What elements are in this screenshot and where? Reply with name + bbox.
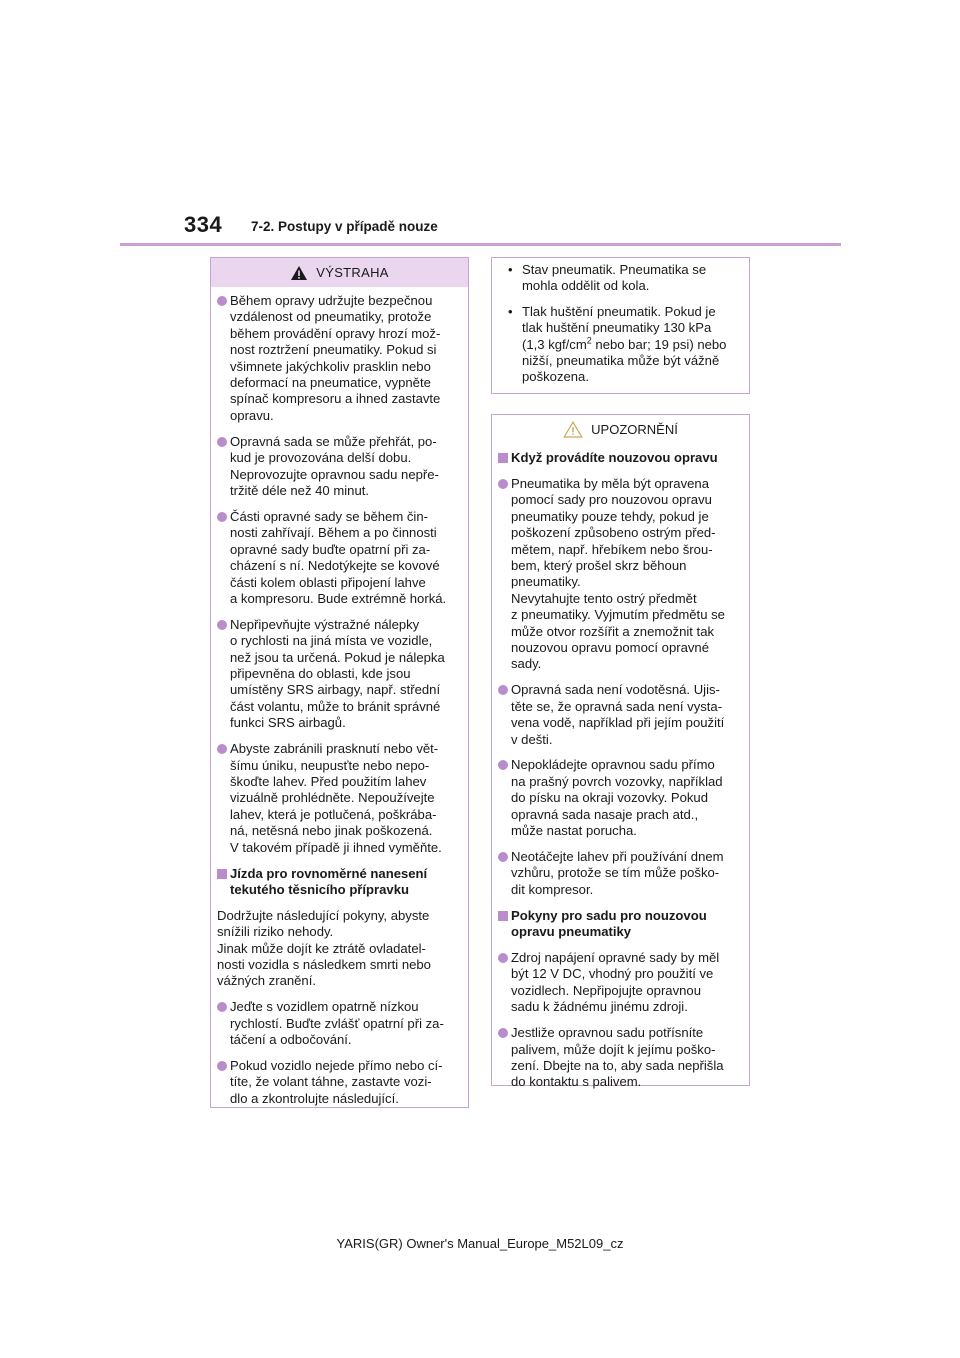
warning-header: [211, 258, 468, 287]
bullet-item: [217, 1058, 463, 1107]
square-bullet-icon: [217, 869, 227, 879]
subheading: [498, 450, 744, 466]
round-bullet-icon: [498, 1028, 508, 1038]
bullet-item: [217, 617, 463, 732]
caution-triangle-icon: [563, 421, 583, 438]
bullet-text: Nepřipevňujte výstražné nálepky o rychlosti na jiná místa ve vozidle, než jsou ta určená. Pokud je nálepka připevněna do oblasti, kde jsou umístěny SRS airbagy, např. střední část volantu, může to bránit správné funkci SRS airbagů.: [230, 616, 445, 731]
notice-title: UPOZORNĚNÍ: [591, 422, 678, 437]
round-bullet-icon: [217, 296, 227, 306]
bullet-item: [498, 476, 744, 673]
list-item-text: [522, 304, 726, 386]
bullet-text: Opravná sada není vodotěsná. Ujis- těte se, že opravná sada není vysta- vena vodě, například při jejím použití v dešti.: [511, 682, 725, 747]
bullet-text: Opravná sada se může přehřát, po- kud je provozována delší dobu. Neprovozujte opravnou sadu nepře- tržitě déle než 40 minut.: [230, 433, 439, 498]
round-bullet-icon: [217, 1061, 227, 1071]
notice-box: [491, 414, 750, 1090]
list-item: [498, 262, 744, 295]
round-bullet-icon: [217, 620, 227, 630]
square-bullet-icon: [498, 911, 508, 921]
subheading-text: Když provádíte nouzovou opravu: [511, 450, 718, 465]
bullet-item: [498, 1025, 744, 1091]
round-bullet-icon: [217, 437, 227, 447]
pressure-text-after: nebo bar; 19 psi) nebo nižší, pneumatika může být vážně poškozena.: [522, 336, 727, 385]
footer-text: YARIS(GR) Owner's Manual_Europe_M52L09_cz: [336, 1236, 624, 1251]
bullet-item: [498, 950, 744, 1016]
subheading-text: Jízda pro rovnoměrné nanesení tekutého těsnicího přípravku: [230, 865, 428, 897]
square-bullet-icon: [498, 453, 508, 463]
paragraph: Dodržujte následující pokyny, abyste snížili riziko nehody. Jinak může dojít ke ztrátě ovladatel- nosti vozidla s následkem smrti nebo vážných zranění.: [217, 907, 431, 989]
warning-continuation-box: [491, 257, 750, 394]
bullet-text: Během opravy udržujte bezpečnou vzdálenost od pneumatiky, protože během provádění opravy hrozí mož- nost roztržení pneumatiky. Pokud si všimnete jakýchkoliv prasklin nebo deformací na pneumatice, vypněte spínač kompresoru a ihned zastavte opravu.: [230, 293, 441, 423]
notice-content: [492, 444, 749, 1091]
list-item: [498, 304, 744, 386]
bullet-item: [217, 999, 463, 1048]
header-rule: [120, 243, 841, 246]
continuation-content: [492, 258, 749, 386]
round-bullet-icon: [217, 1002, 227, 1012]
bullet-text: Jeďte s vozidlem opatrně nízkou rychlostí. Buďte zvlášť opatrní při za- táčení a odbočování.: [230, 999, 444, 1048]
pressure-text-before: Tlak huštění pneumatik. Pokud je tlak huštění pneumatiky 130 kPa (1,3 kgf/cm: [522, 303, 716, 352]
warning-content: [211, 287, 468, 1107]
notice-header: [492, 415, 749, 444]
round-bullet-icon: [498, 852, 508, 862]
bullet-item: [217, 293, 463, 424]
subheading: [217, 866, 463, 899]
list-dot: •: [508, 303, 513, 319]
bullet-text: Zdroj napájení opravné sady by měl být 12 V DC, vhodný pro použití ve vozidlech. Nepřipojujte opravnou sadu k žádnému jinému zdroji.: [511, 949, 720, 1015]
section-title: 7-2. Postupy v případě nouze: [251, 219, 438, 234]
round-bullet-icon: [217, 512, 227, 522]
bullet-text: Nepokládejte opravnou sadu přímo na prašný povrch vozovky, například do písku na okraji vozovky. Pokud opravná sada nasaje prach atd., může nastat porucha.: [511, 757, 723, 839]
subheading: [498, 908, 744, 941]
bullet-item: [498, 849, 744, 898]
list-dot: •: [508, 262, 513, 277]
page-number: 334: [184, 212, 223, 237]
bullet-text: Neotáčejte lahev při používání dnem vzhůru, protože se tím může poško- dit kompresor.: [511, 848, 724, 897]
bullet-item: [498, 757, 744, 839]
round-bullet-icon: [498, 479, 508, 489]
warning-triangle-icon: [290, 265, 308, 281]
round-bullet-icon: [498, 760, 508, 770]
bullet-text: Abyste zabránili prasknutí nebo vět- šímu úniku, neupusťte nebo nepo- škoďte lahev. Před použitím lahev vizuálně prohlédněte. Nepoužívejte lahev, která je potlučená, poškrába- ná, netěsná nebo jinak poškozená. V takovém případě ji ihned vyměňte.: [230, 741, 442, 855]
bullet-text: Pokud vozidlo nejede přímo nebo cí- títe, že volant táhne, zastavte vozi- dlo a zkontrolujte následující.: [230, 1058, 443, 1106]
round-bullet-icon: [498, 685, 508, 695]
page-footer: [0, 1236, 960, 1251]
round-bullet-icon: [498, 953, 508, 963]
bullet-item: [498, 682, 744, 748]
round-bullet-icon: [217, 744, 227, 754]
bullet-item: [217, 434, 463, 500]
list-item-text: Stav pneumatik. Pneumatika se mohla oddělit od kola.: [522, 262, 707, 294]
bullet-text: Pneumatika by měla být opravena pomocí sady pro nouzovou opravu pneumatiky pouze tehdy, pokud je poškození způsobeno ostrým před- mětem, např. hřebíkem nebo šrou- bem, který prošel skrz běhoun pneumatiky. Nevytahujte tento ostrý předmět z pneumatiky. Vyjmutím předmětu se může otvor rozšířit a znemožnit tak nouzovou opravu pomocí opravné sady.: [511, 475, 725, 672]
warning-box: [210, 257, 469, 1108]
bullet-text: Jestliže opravnou sadu potřísníte palivem, může dojít k jejímu poško- zení. Dbejte na to, aby sada nepřišla do kontaktu s palivem.: [511, 1025, 724, 1090]
bullet-item: [217, 741, 463, 856]
unit-superscript: 2: [586, 335, 592, 346]
subheading-text: Pokyny pro sadu pro nouzovou opravu pneumatiky: [511, 907, 707, 940]
bullet-text: Části opravné sady se během čin- nosti zahřívají. Během a po činnosti opravné sady buďte opatrní při za- cházení s ní. Nedotýkejte se kovové části kolem oblasti připojení lahve a kompresoru. Bude extrémně horká.: [230, 508, 447, 606]
bullet-item: [217, 509, 463, 607]
warning-title: VÝSTRAHA: [316, 265, 389, 280]
